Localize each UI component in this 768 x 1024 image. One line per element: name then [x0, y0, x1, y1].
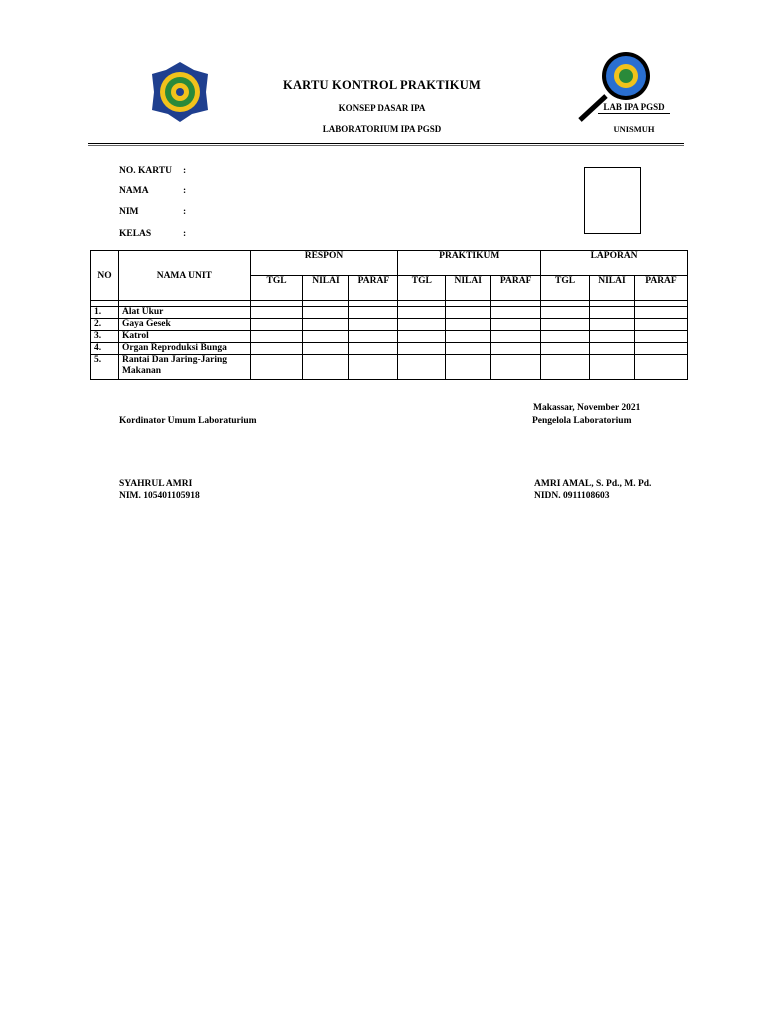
unit-name: Gaya Gesek [118, 319, 250, 331]
field-separator: : [183, 207, 187, 217]
field-kelas [119, 229, 186, 239]
subtitle: KONSEP DASAR IPA [338, 103, 426, 113]
field-label: NO. KARTU [119, 166, 172, 176]
row-number: 4. [91, 343, 119, 355]
subheader-paraf: PARAF [634, 276, 687, 301]
table-row [91, 355, 688, 380]
subheader-tgl: TGL [250, 276, 303, 301]
field-no-kartu [119, 166, 186, 176]
subheader-tgl: TGL [541, 276, 590, 301]
left-role: Kordinator Umum Laboraturium [119, 416, 257, 426]
header-respon: RESPON [250, 251, 398, 276]
lab-name: LABORATORIUM IPA PGSD [322, 124, 442, 134]
control-table [90, 250, 688, 380]
photo-box [584, 167, 641, 234]
row-number: 1. [91, 307, 119, 319]
left-signatory-name: SYAHRUL AMRI [119, 479, 193, 489]
header-no: NO [91, 251, 119, 301]
unit-name: Alat Ukur [118, 307, 250, 319]
field-separator: : [183, 186, 187, 196]
table-row [91, 343, 688, 355]
header-praktikum: PRAKTIKUM [398, 251, 541, 276]
right-signatory-id: NIDN. 0911108603 [534, 491, 610, 501]
field-label: NAMA [119, 186, 149, 196]
unit-name: Katrol [118, 331, 250, 343]
subheader-nilai: NILAI [590, 276, 635, 301]
right-role: Pengelola Laboratorium [532, 416, 632, 426]
field-label: NIM [119, 207, 139, 217]
unit-name: Rantai Dan Jaring-Jaring Makanan [118, 355, 250, 380]
subheader-paraf: PARAF [491, 276, 541, 301]
unit-name: Organ Reproduksi Bunga [118, 343, 250, 355]
subheader-paraf: PARAF [349, 276, 398, 301]
institution-name: UNISMUH [613, 124, 655, 134]
subheader-tgl: TGL [398, 276, 446, 301]
header-divider [88, 143, 684, 144]
field-label: KELAS [119, 229, 152, 239]
header-nama-unit: NAMA UNIT [118, 251, 250, 301]
field-separator: : [183, 166, 187, 176]
row-number: 2. [91, 319, 119, 331]
page-title: KARTU KONTROL PRAKTIKUM [283, 78, 481, 92]
subheader-nilai: NILAI [446, 276, 491, 301]
field-separator: : [183, 229, 187, 239]
row-number: 5. [91, 355, 119, 380]
lab-tag: LAB IPA PGSD [598, 102, 670, 114]
table-row [91, 319, 688, 331]
header-divider-thin [88, 145, 684, 146]
left-signatory-id: NIM. 105401105918 [119, 491, 200, 501]
right-signatory-name: AMRI AMAL, S. Pd., M. Pd. [534, 479, 652, 489]
field-nama [119, 186, 186, 196]
row-number: 3. [91, 331, 119, 343]
place-date: Makassar, November 2021 [533, 403, 641, 413]
table-row [91, 331, 688, 343]
field-nim [119, 207, 186, 217]
table-row [91, 307, 688, 319]
subheader-nilai: NILAI [303, 276, 349, 301]
header-laporan: LAPORAN [541, 251, 688, 276]
